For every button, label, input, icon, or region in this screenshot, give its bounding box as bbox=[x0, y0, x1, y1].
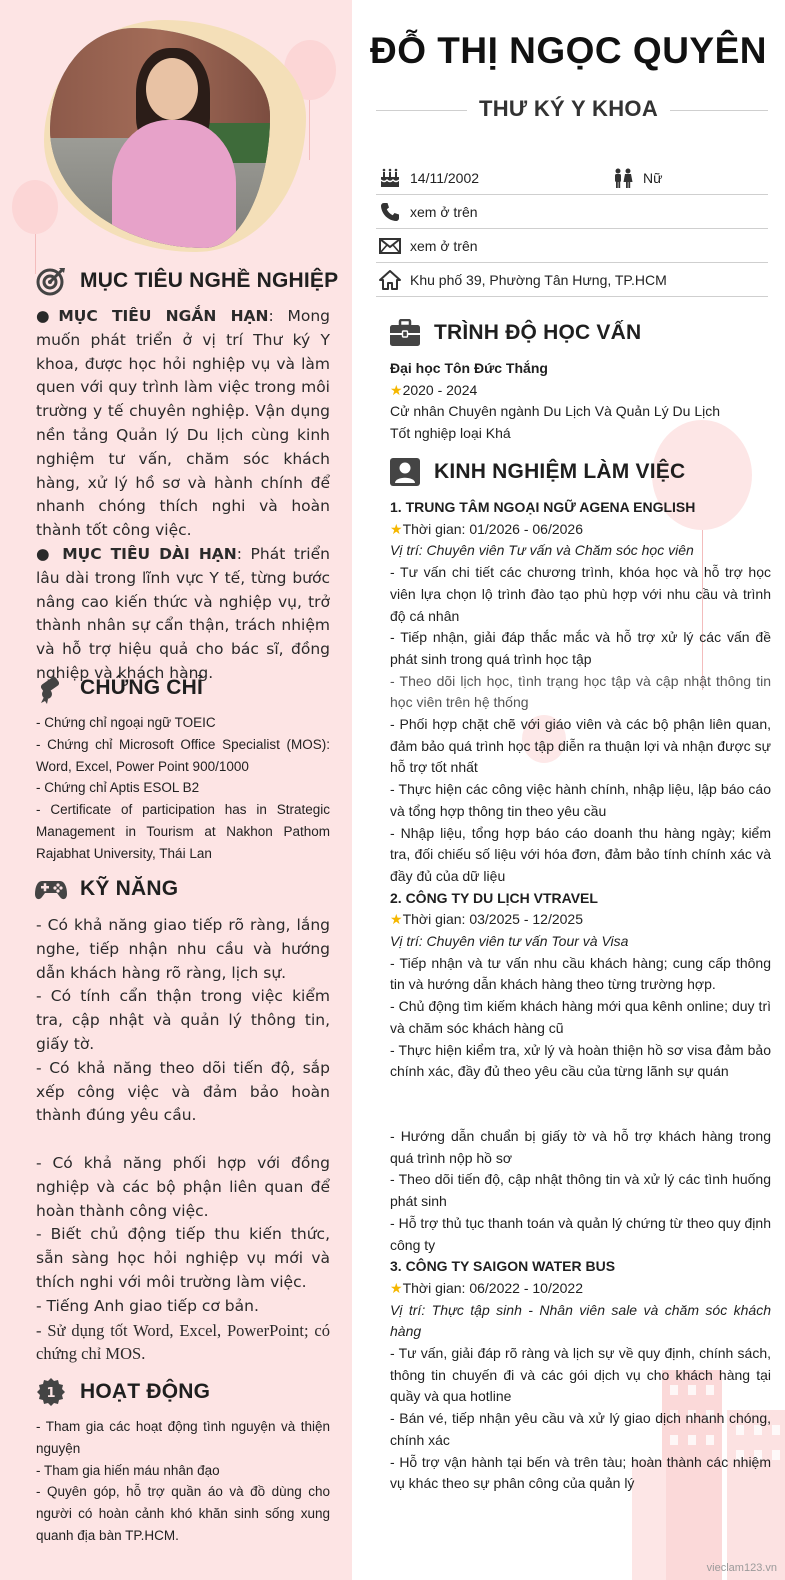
job-duty: - Tư vấn chi tiết các chương trình, khóa học và hỗ trợ học viên lựa chọn lộ trình đào tạo phù hợp với nhu cầu và trình độ cá nhân bbox=[390, 564, 771, 624]
job-duty: - Thực hiện kiểm tra, xử lý và hoàn thiện hồ sơ visa đảm bảo chính xác, đầy đủ theo yêu cầu của từng lãnh sự quán bbox=[390, 1041, 771, 1080]
info-row-birthdate bbox=[376, 161, 768, 195]
sidebar bbox=[0, 0, 352, 1580]
long-term-text: : Phát triển lâu dài trong lĩnh vực Y tế, từng bước nâng cao kiến thức và nghiệp vụ, trở thành nhân sự cẩn thận, trách nhiệm và hỗ trợ hiệu quả cho bác sĩ, đồng nghiệp và khách hàng. bbox=[36, 544, 330, 682]
list-item: - Tham gia hiến máu nhân đạo bbox=[36, 1462, 220, 1478]
objective-heading bbox=[34, 264, 338, 298]
avatar bbox=[50, 28, 270, 248]
school-name: Đại học Tôn Đức Thắng bbox=[390, 360, 548, 376]
list-item: - Tiếng Anh giao tiếp cơ bản. bbox=[36, 1296, 259, 1315]
short-term-label: ●MỤC TIÊU NGẮN HẠN bbox=[36, 307, 269, 325]
job-duty: - Hỗ trợ vận hành tại bến và trên tàu; hoàn thành các nhiệm vụ khác theo sự phân công của quản lý bbox=[390, 1453, 771, 1492]
list-item: - Tham gia các hoạt động tình nguyện và thiện nguyện bbox=[36, 1419, 330, 1456]
list-item: - Quyên góp, hỗ trợ quần áo và đồ dùng cho người có hoàn cảnh khó khăn sinh sống xung quanh địa bàn TP.HCM. bbox=[36, 1484, 330, 1543]
list-item: - Sử dụng tốt Word, Excel, PowerPoint; có chứng chỉ MOS. bbox=[36, 1320, 330, 1364]
certificates-heading bbox=[34, 671, 203, 705]
job-duty: - Nhập liệu, tổng hợp báo cáo doanh thu hàng ngày; kiểm tra, đối chiếu số liệu với hóa đơn, đảm bảo tính chính xác và đầy đủ của dữ liệu bbox=[390, 824, 771, 884]
education-major: Cử nhân Chuyên ngành Du Lịch Và Quản Lý Du Lịch bbox=[390, 403, 721, 420]
star-icon: ★ bbox=[390, 911, 403, 928]
star-icon: ★ bbox=[390, 1279, 403, 1296]
phone-text: xem ở trên bbox=[410, 203, 478, 220]
job-duty: - Tiếp nhận, giải đáp thắc mắc và hỗ trợ xử lý các vấn đề phát sinh trong quá trình học tập bbox=[390, 629, 771, 667]
list-item: - Có tính cẩn thận trong việc kiểm tra, cập nhật và quản lý thông tin, giấy tờ. bbox=[36, 987, 330, 1053]
list-item: - Chứng chỉ Microsoft Office Specialist (MOS): Word, Excel, Power Point 900/1000 bbox=[36, 736, 330, 774]
skills-title: KỸ NĂNG bbox=[80, 877, 179, 900]
job-duty: - Hướng dẫn chuẩn bị giấy tờ và hỗ trợ khách hàng trong quá trình nộp hồ sơ bbox=[390, 1127, 771, 1166]
list-item: - Chứng chỉ Aptis ESOL B2 bbox=[36, 780, 200, 796]
experience-body bbox=[390, 497, 771, 1495]
certificates-title: CHỨNG CHỈ bbox=[80, 676, 204, 699]
address-text: Khu phố 39, Phường Tân Hưng, TP.HCM bbox=[410, 271, 667, 288]
job-title-text: THƯ KÝ Y KHOA bbox=[467, 96, 670, 121]
list-item: - Certificate of participation has in Strategic Management in Tourism at Nakhon Pathom Rajabhat University, Thái Lan bbox=[36, 802, 330, 861]
certificates-list bbox=[36, 712, 330, 865]
user-card-icon bbox=[388, 455, 422, 489]
job-organization: 2. CÔNG TY DU LỊCH VTRAVEL bbox=[390, 889, 598, 906]
job-time: Thời gian: 01/2026 - 06/2026 bbox=[402, 520, 583, 537]
job-duty: - Tư vấn, giải đáp rõ ràng và lịch sự về quy định, chính sách, thông tin chuyến đi và các gói dịch vụ cho khách hàng tại quầy và qua hotline bbox=[390, 1345, 771, 1405]
job-duty: - Thực hiện các công việc hành chính, nhập liệu, lập báo cáo và tổng hợp thông tin theo yêu cầu bbox=[390, 781, 771, 819]
info-row-email bbox=[376, 229, 768, 263]
watermark: vieclam123.vn bbox=[706, 1562, 777, 1574]
objective-title: MỤC TIÊU NGHỀ NGHIỆP bbox=[80, 269, 339, 292]
job-organization: 3. CÔNG TY SAIGON WATER BUS bbox=[390, 1258, 616, 1275]
email-text: xem ở trên bbox=[410, 237, 478, 254]
job-time: Thời gian: 03/2025 - 12/2025 bbox=[402, 911, 583, 928]
experience-title: KINH NGHIỆM LÀM VIỆC bbox=[434, 460, 686, 483]
list-item: - Có khả năng theo dõi tiến độ, sắp xếp công việc và đảm bảo hoàn thành đúng yêu cầu. bbox=[36, 1058, 330, 1125]
activities-heading bbox=[34, 1375, 210, 1409]
info-row-phone bbox=[376, 195, 768, 229]
list-item: - Chứng chỉ ngoại ngữ TOEIC bbox=[36, 715, 216, 730]
gender-icon bbox=[609, 168, 637, 188]
award-icon bbox=[34, 1375, 68, 1409]
job-title bbox=[352, 96, 785, 122]
education-body bbox=[390, 358, 771, 445]
envelope-icon bbox=[376, 238, 404, 254]
briefcase-icon bbox=[388, 316, 422, 350]
job-position: Vị trí: Thực tập sinh - Nhân viên sale và chăm sóc khách hàng bbox=[390, 1301, 771, 1340]
experience-heading bbox=[388, 455, 685, 489]
job-organization: 1. TRUNG TÂM NGOẠI NGỮ AGENA ENGLISH bbox=[390, 499, 696, 515]
phone-icon bbox=[376, 202, 404, 222]
job-time: Thời gian: 06/2022 - 10/2022 bbox=[402, 1279, 583, 1296]
job-duty: - Hỗ trợ thủ tục thanh toán và quản lý chứng từ theo quy định công ty bbox=[390, 1214, 771, 1253]
skills-heading bbox=[34, 872, 178, 906]
gender-text: Nữ bbox=[643, 169, 663, 186]
gamepad-icon bbox=[34, 872, 68, 906]
main-content bbox=[352, 0, 785, 1580]
job-position: Vị trí: Chuyên viên Tư vấn và Chăm sóc học viên bbox=[390, 542, 694, 559]
target-icon bbox=[34, 264, 68, 298]
job-duty: - Theo dõi tiến độ, cập nhật thông tin và xử lý các tình huống phát sinh bbox=[390, 1171, 771, 1210]
activities-list bbox=[36, 1416, 330, 1547]
education-period: 2020 - 2024 bbox=[402, 381, 478, 398]
list-item: - Có khả năng giao tiếp rõ ràng, lắng nghe, tiếp nhận nhu cầu và hướng dẫn khách hàng rõ ràng, lịch sự. bbox=[36, 916, 330, 982]
job-duty: - Phối hợp chặt chẽ với giáo viên và các bộ phận liên quan, đảm bảo quá trình học tập diễn ra thuận lợi và nhận được sự hỗ trợ tốt nhất bbox=[390, 716, 771, 776]
objective-body bbox=[36, 305, 330, 686]
home-icon bbox=[376, 270, 404, 290]
star-icon: ★ bbox=[390, 520, 403, 537]
birthdate-text: 14/11/2002 bbox=[410, 169, 480, 186]
education-heading bbox=[388, 316, 641, 350]
list-item: - Có khả năng phối hợp với đồng nghiệp và các bộ phận liên quan để hoàn thành công việc. bbox=[36, 1153, 330, 1220]
star-icon: ★ bbox=[390, 381, 403, 398]
job-duty: - Theo dõi lịch học, tình trạng học tập và cập nhật thông tin học viên trên hệ thống bbox=[390, 672, 771, 711]
info-row-address bbox=[376, 263, 768, 297]
svg-text:1: 1 bbox=[46, 1386, 56, 1401]
short-term-text: : Mong muốn phát triển ở vị trí Thư ký Y khoa, được học hỏi nghiệp vụ và làm quen với quy trình làm việc trong môi trường y tế chuyên nghiệp. Vận dụng nền tảng Quản lý Du lịch cùng kinh nghiệm tư vấn, chăm sóc khách hàng, xử lý hồ sơ và hành chính để nhanh chóng thích nghi và hoàn thành tốt công việc. bbox=[36, 307, 331, 540]
job-position: Vị trí: Chuyên viên tư vấn Tour và Visa bbox=[390, 933, 629, 950]
activities-title: HOẠT ĐỘNG bbox=[80, 1380, 211, 1403]
list-item: - Biết chủ động tiếp thu kiến thức, sẵn sàng học hỏi nghiệp vụ mới và thích nghi với môi trường làm việc. bbox=[36, 1225, 330, 1291]
job-duty: - Bán vé, tiếp nhận yêu cầu và xử lý giao dịch nhanh chóng, chính xác bbox=[390, 1410, 771, 1448]
balloon-string bbox=[309, 100, 310, 160]
diploma-icon bbox=[34, 671, 68, 705]
job-duty: - Chủ động tìm kiếm khách hàng mới qua kênh online; duy trì và chăm sóc khách hàng cũ bbox=[390, 998, 771, 1036]
candidate-name: ĐỖ THỊ NGỌC QUYÊN bbox=[369, 30, 768, 71]
education-title: TRÌNH ĐỘ HỌC VẤN bbox=[434, 321, 642, 344]
job-duty: - Tiếp nhận và tư vấn nhu cầu khách hàng; cung cấp thông tin và hướng dẫn khách hàng theo từng trường hợp. bbox=[390, 954, 771, 993]
long-term-label: ● MỤC TIÊU DÀI HẠN bbox=[36, 544, 237, 563]
skills-list bbox=[36, 914, 330, 1366]
birthday-cake-icon bbox=[376, 168, 404, 188]
education-grade: Tốt nghiệp loại Khá bbox=[390, 425, 511, 442]
